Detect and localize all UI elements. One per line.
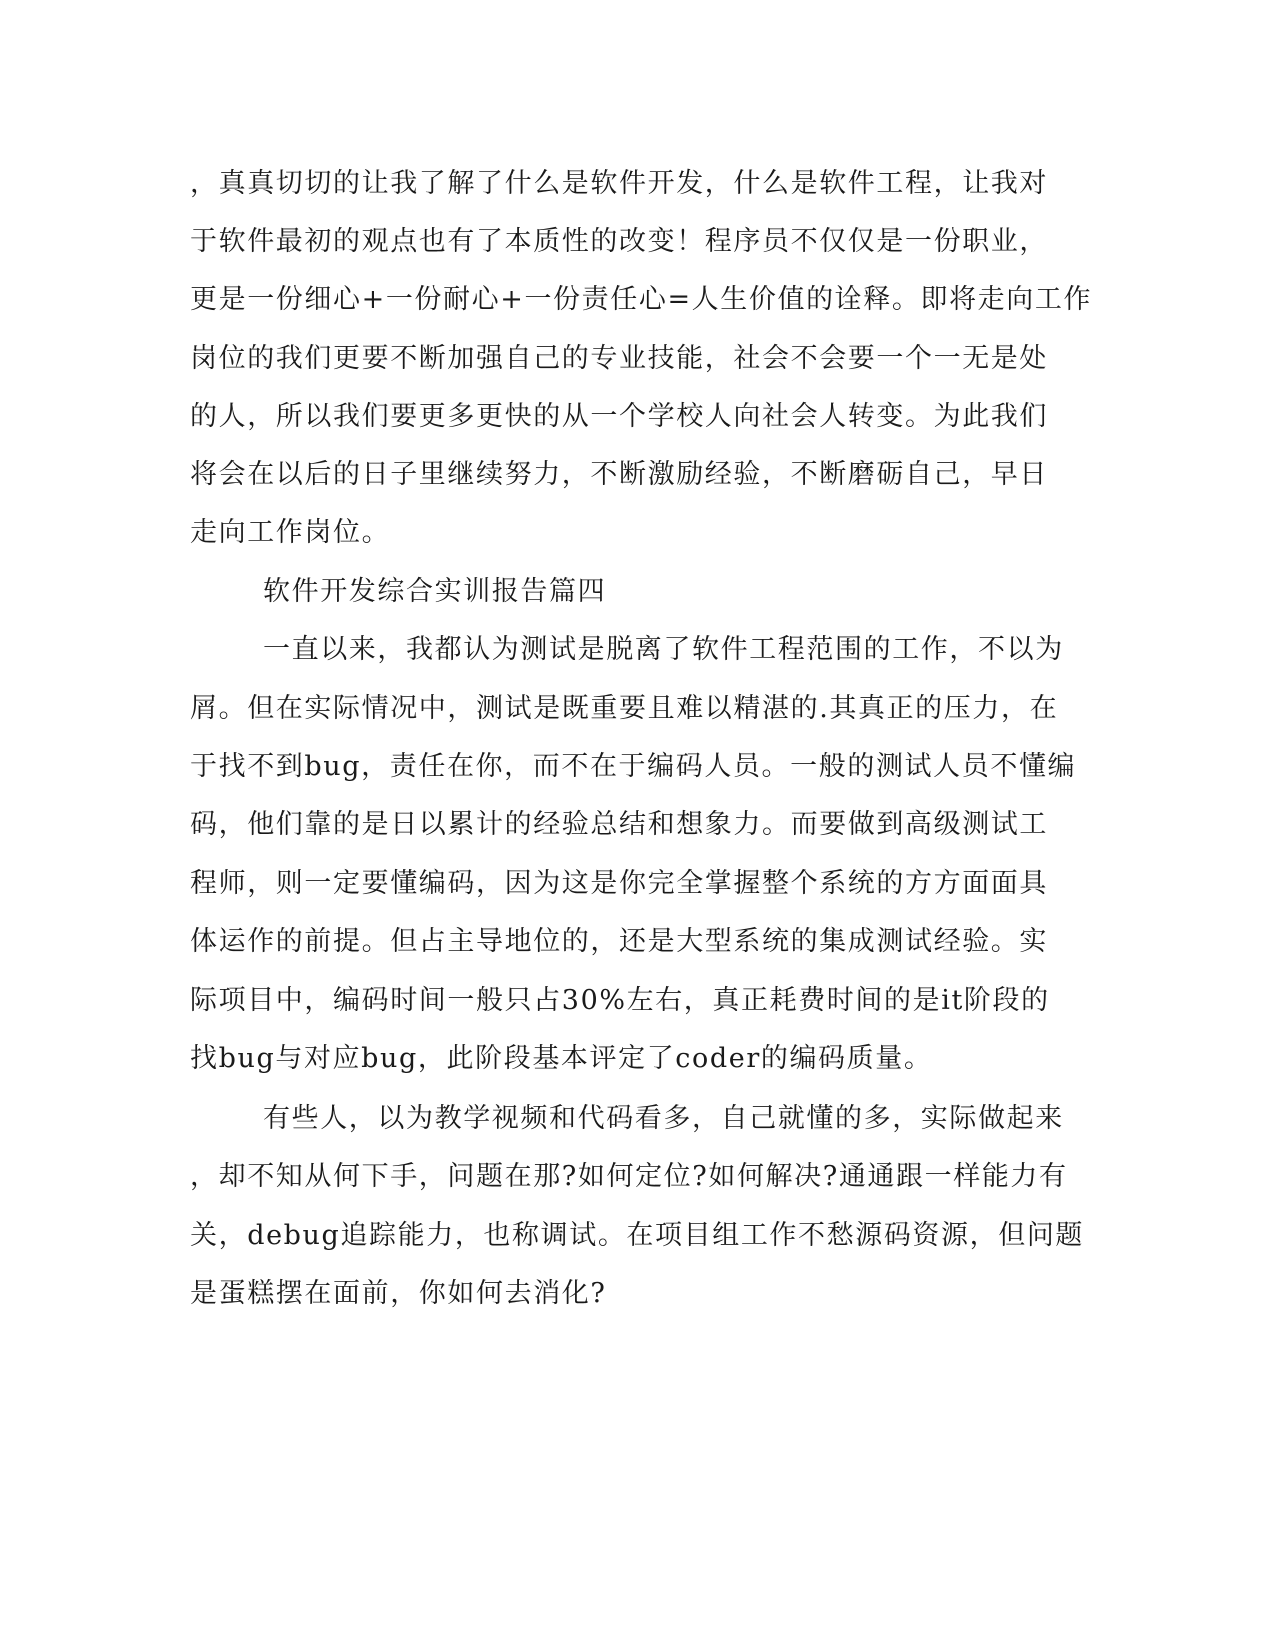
paragraph-line: 关，debug追踪能力，也称调试。在项目组工作不愁源码资源，但问题 [190,1220,1085,1251]
paragraph-line: 程师，则一定要懂编码，因为这是你完全掌握整个系统的方方面面具 [190,868,1048,899]
paragraph-line: 找bug与对应bug，此阶段基本评定了coder的编码质量。 [190,1043,933,1074]
paragraph-line: 的人，所以我们要更多更快的从一个学校人向社会人转变。为此我们 [190,401,1048,432]
paragraph-line: ，真真切切的让我了解了什么是软件开发，什么是软件工程，让我对 [190,168,1048,199]
section-heading: 软件开发综合实训报告篇四 [263,576,607,607]
paragraph-line: ，却不知从何下手，问题在那?如何定位?如何解决?通通跟一样能力有 [190,1161,1068,1192]
paragraph-line: 是蛋糕摆在面前，你如何去消化? [190,1278,607,1309]
paragraph-line: 码，他们靠的是日以累计的经验总结和想象力。而要做到高级测试工 [190,809,1048,840]
paragraph-line: 将会在以后的日子里继续努力，不断激励经验，不断磨砺自己，早日 [190,459,1048,490]
paragraph-line: 更是一份细心+一份耐心+一份责任心=人生价值的诠释。即将走向工作 [190,284,1093,315]
paragraph-line: 岗位的我们更要不断加强自己的专业技能，社会不会要一个一无是处 [190,343,1048,374]
paragraph-line: 有些人，以为教学视频和代码看多，自己就懂的多，实际做起来 [263,1103,1064,1134]
paragraph-line: 体运作的前提。但占主导地位的，还是大型系统的集成测试经验。实 [190,926,1048,957]
paragraph-line: 一直以来，我都认为测试是脱离了软件工程范围的工作，不以为 [263,634,1064,665]
paragraph-line: 际项目中，编码时间一般只占30%左右，真正耗费时间的是it阶段的 [190,985,1050,1016]
paragraph-line: 于找不到bug，责任在你，而不在于编码人员。一般的测试人员不懂编 [190,751,1077,782]
paragraph-line: 走向工作岗位。 [190,517,391,548]
paragraph-line: 屑。但在实际情况中，测试是既重要且难以精湛的.其真正的压力，在 [190,693,1059,724]
paragraph-line: 于软件最初的观点也有了本质性的改变！程序员不仅仅是一份职业， [190,226,1048,257]
